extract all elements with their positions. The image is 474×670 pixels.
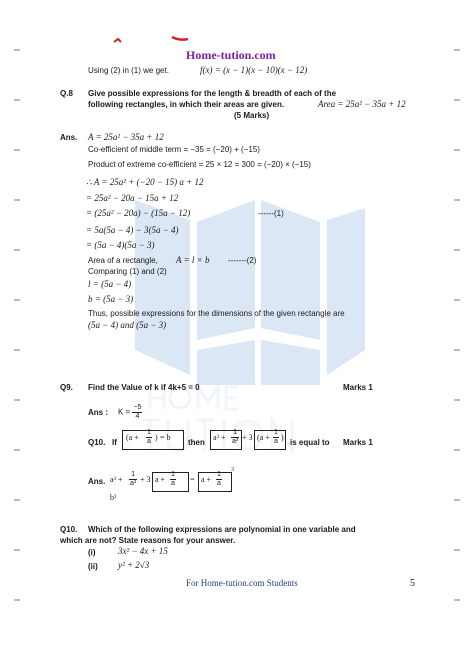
- q9-number: Q9.: [60, 383, 73, 392]
- q10a-if: If: [112, 438, 117, 447]
- q10a-number: Q10.: [88, 438, 106, 447]
- q10b-item-expression-1: y² + 2√3: [118, 560, 150, 570]
- q10a-marks: Marks 1: [343, 438, 373, 447]
- q8-line-3: ∴ A = 25a² + (−20 − 15) a + 12: [86, 177, 204, 187]
- q8-line-0: A = 25a² − 35a + 12: [88, 132, 164, 142]
- q9-answer: [118, 404, 142, 421]
- red-logo-marks-icon: [112, 34, 192, 48]
- q10b-item-label-1: (ii): [88, 562, 98, 571]
- q8-final-expression: (5a − 4) and (5a − 3): [88, 320, 167, 330]
- q10a-answer-label: Ans.: [88, 477, 106, 486]
- q10a-is-equal: is equal to: [290, 438, 330, 447]
- q8-line-7: = (5a − 4)(5a − 3): [86, 240, 155, 250]
- q8-tag-1: ------(1): [258, 209, 284, 218]
- q9-question: Find the Value of k if 4k+5 = 0: [88, 383, 200, 392]
- q10b-number: Q10.: [60, 525, 78, 534]
- footer-text: For Home-tution.com Students: [186, 578, 298, 588]
- q10a-eq-b: = b: [160, 433, 171, 442]
- q8-question-line2: following rectangles, in which their areas are given.: [88, 100, 285, 109]
- q8-area-rect-expression: A = l × b: [176, 255, 210, 265]
- q8-line-1: Co-efficient of middle term = −35 = (−20) + (−15): [88, 145, 260, 154]
- q8-thus-line: Thus, possible expressions for the dimensions of the given rectangle are: [88, 309, 345, 318]
- q8-line-6: = 5a(5a − 4) − 3(5a − 4): [86, 225, 179, 235]
- q9-fraction-denominator: 4: [135, 413, 140, 420]
- q9-fraction-numerator: −5: [133, 404, 142, 411]
- q10a-then: then: [188, 438, 205, 447]
- q8-answer-label: Ans.: [60, 133, 78, 142]
- q8-tag-2: -------(2): [228, 256, 257, 265]
- page-number: 5: [410, 578, 415, 589]
- q10b-question-line1: Which of the following expressions are polynomial in one variable and: [88, 525, 356, 534]
- q8-area-expression: Area = 25a² − 35a + 12: [318, 99, 406, 109]
- using-expression: f(x) = (x − 1)(x − 10)(x − 12): [200, 65, 308, 75]
- q9-answer-expression: K =: [118, 407, 131, 417]
- q10b-item-expression-0: 3x² − 4x + 15: [118, 546, 168, 556]
- q8-number: Q.8: [60, 89, 73, 98]
- q8-b-expression: b = (5a − 3): [88, 294, 134, 304]
- q8-l-expression: l = (5a − 4): [88, 279, 132, 289]
- using-line: Using (2) in (1) we get.: [88, 66, 169, 75]
- q8-question-line1: Give possible expressions for the length & breadth of each of the: [88, 89, 337, 98]
- q9-marks: Marks 1: [343, 383, 373, 392]
- site-title: Home-tution.com: [186, 48, 276, 62]
- q9-answer-fraction: [132, 404, 142, 421]
- home-tuition-watermark-text-icon: [140, 382, 370, 462]
- q10b-question-line2: which are not? State reasons for your answer.: [60, 536, 236, 545]
- q8-comparing: Comparing (1) and (2): [88, 267, 167, 276]
- margin-ticks: [14, 40, 22, 640]
- q8-line-5: = (25a² − 20a) − (15a − 12): [86, 208, 191, 218]
- q8-marks: (5 Marks): [234, 111, 270, 120]
- q10a-answer-b3: b³: [110, 493, 117, 502]
- q8-area-rect-label: Area of a rectangle,: [88, 256, 158, 265]
- q9-answer-label: Ans :: [88, 408, 108, 417]
- q8-line-4: = 25a² − 20a − 15a + 12: [86, 193, 179, 203]
- margin-ticks-right: [452, 40, 460, 640]
- q8-line-2: Product of extreme co-efficient = 25 × 12 = 300 = (−20) × (−15): [88, 160, 311, 169]
- q10b-item-label-0: (i): [88, 548, 96, 557]
